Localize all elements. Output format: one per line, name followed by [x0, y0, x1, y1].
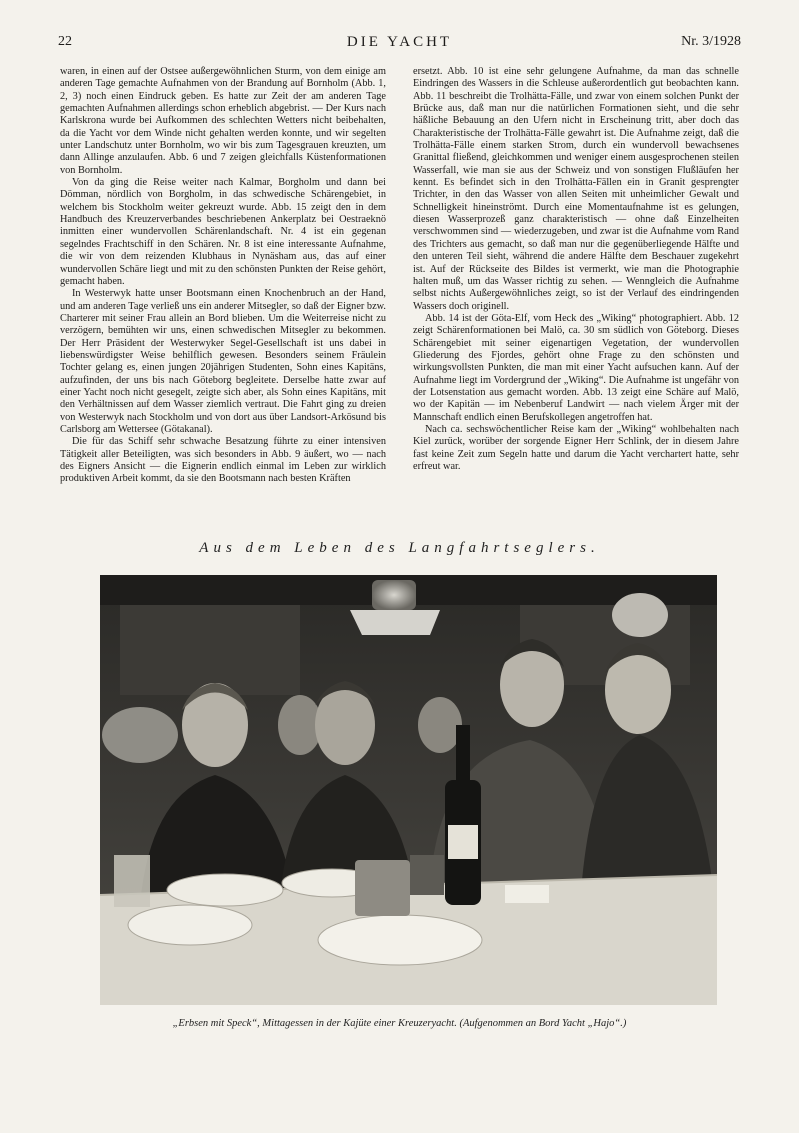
paragraph: Nach ca. sechswöchentlicher Reise kam der „Wiking“ wohlbehalten nach Kiel zurück, worüber der sorgende Eigner Herr Schlink, der in diesem Jahre fast keine Zeit zum Segeln hatte und darum die Yacht verchartert hatte, sehr erfreut war.	[413, 423, 739, 472]
cabin-dinner-photo	[100, 575, 717, 1005]
section-title: Aus dem Leben des Langfahrtseglers.	[199, 540, 600, 556]
paragraph: Abb. 14 ist der Göta-Elf, vom Heck des „Wiking“ photographiert. Abb. 12 zeigt Schärenformationen bei Malö, ca. 30 sm südlich von Göteborg. Dieses Schärengebiet mit seiner eigenartigen Vegetation, der wundervollen Gliederung des Fjordes, gehört ohne Frage zu den schönsten und wirkungsvollsten Punkten, die man mit einer Yacht aufsuchen kann. Auf der Aufnahme liegt im Vordergrund der „Wiking“. Die Aufnahme ist ungefähr von der Lotsenstation aus gemacht worden. Abb. 13 zeigt eine Schäre auf Malö, wo der Kapitän — im Nebenberuf Landwirt — nach vielem Ärger mit der Mannschaft endlich einen Berufskollegen angetroffen hat.	[413, 312, 739, 423]
text-column-right	[413, 66, 739, 536]
page-number: 22	[58, 34, 72, 49]
page-header	[58, 34, 741, 54]
paragraph: In Westerwyk hatte unser Bootsmann einen Knochenbruch an der Hand, und am anderen Tage verließ uns ein anderer Mitsegler, so daß der Eigner bzw. Charterer mit seiner Frau allein an Bord blieben. Um die Weiterreise nicht zu verzögern, bemühten wir uns, einen schwedischen Mitsegler zu bekommen. Der Herr Präsident der Westerwyker Segel-Gesellschaft ist uns dabei in liebenswürdigster Weise behilflich gewesen. Besonders seinem Fräulein Tochter gelang es, einen jungen 20jährigen Studenten, Sohn eines Kapitäns, aufzufinden, der uns bis nach Göteborg begleitete. Derselbe hatte zwar auf einer Yacht noch nicht gesegelt, zeigte sich aber, als Sohn eines Kapitäns, mit den Verhältnissen auf dem Wasser ziemlich vertraut. Die Fahrt ging zu dreien von Westerwyk nach Stockholm und von dort aus über Landsort-Arkösund bis Carlsborg am Wettersee (Götakanal).	[60, 288, 386, 435]
photo-caption: „Erbsen mit Speck“, Mittagessen in der Kajüte einer Kreuzeryacht. (Aufgenommen an Bord Yacht „Hajo“.)	[172, 1018, 627, 1029]
text-column-left	[60, 66, 386, 536]
paragraph: ersetzt. Abb. 10 ist eine sehr gelungene Aufnahme, da man das schnelle Eindringen des Wassers in die Schleuse außerordentlich gut beobachten kann. Abb. 11 beschreibt die Trolhätta-Fälle, und zwar von einem solchen Punkt der Brücke aus, daß man nur die natürlichen Formationen sieht, und die sehr häßliche Bebauung an den Ufern nicht in Erscheinung tritt, aber doch das Charakteristische der Trolhätta-Fälle gewahrt ist. Die Aufnahme zeigt, daß die Trolhätta-Fälle einem starken Strom, durch ein wundervoll bewachsenes Granittal fließend, gleichkommen und weniger einem ausgesprochenen steilen Wasserfall, wie man sie aus der Schweiz und von sonstigen Flußläufen her kennt. Es befindet sich in den Trolhätta-Fällen ein in Granit gesprengter Trichter, in den das Wasser von allen Seiten mit unheimlicher Gewalt und Schnelligkeit hineinströmt. Durch eine Momentaufnahme ist es gelungen, diesen Wasserprozeß ganz charakteristisch — ohne daß Einzelheiten verschwommen sind — wiederzugeben, und zwar ist die Aufnahme vom Rand des Trichters aus gemacht, so daß man nur die gegenüberliegende Hälfte und den unteren Teil sieht, während die andere Hälfte dem Beschauer zugekehrt ist. Auf der Rückseite des Bildes ist vermerkt, wie man die Photographie halten muß, um das Wasser richtig zu sehen. — Wenngleich die Aufnahme selbst nichts Außergewöhnliches zeigt, so ist der Verlauf des eindringenden Wassers doch originell.	[413, 66, 739, 312]
paragraph: Die für das Schiff sehr schwache Besatzung führte zu einer intensiven Tätigkeit aller Beteiligten, was sich besonders in Abb. 9 äußert, wo — nach des Eigners Ansicht — die Eignerin endlich einmal im Leben zur wirklich produktiven Arbeit kommt, da sie den Bootsmann nach besten Kräften	[60, 436, 386, 485]
magazine-title: DIE YACHT	[346, 34, 453, 50]
paragraph: waren, in einen auf der Ostsee außergewöhnlichen Sturm, von dem einige am anderen Tage gemachte Aufnahmen von der Brandung auf Bornholm (Abb. 1, 2, 3) noch einen Eindruck geben. Es hatte zur Zeit der am anderen Tage gemachten Aufnahmen allerdings schon erheblich abgebrist. — Der Kurs nach Karlskrona wurde bei Aufkommen des schlechten Wetters nicht beibehalten, da die Yacht vor dem Winde nicht gehalten werden konnte, und wir segelten unter Landschutz unter Bornholm, wo wir bis zum Tagesgrauen kreuzten, um dann Allinge anzulaufen. Abb. 6 und 7 zeigen gleichfalls Küstenformationen von Bornholm.	[60, 66, 386, 176]
paragraph: Von da ging die Reise weiter nach Kalmar, Borgholm und dann bei Dömman, nördlich von Borgholm, in das schwedische Schärengebiet, in welchem bis Stockholm weiter gekreuzt wurde. Abb. 15 zeigt den in dem Handbuch des Kreuzerverbandes beschriebenen Ankerplatz bei Oestraeknö inmitten einer wundervollen Schärenlandschaft. Nr. 4 ist ein gegenan segelndes Frachtschiff in den Schären. Nr. 8 ist eine interessante Aufnahme, die wir von dem reizenden Klubhaus in Nynäsham aus, das auf einer wundervollen Schäre liegt und mit zu den schönsten Punkten der Reise gehört, gemacht haben.	[60, 177, 386, 287]
issue-number: Nr. 3/1928	[681, 34, 741, 49]
